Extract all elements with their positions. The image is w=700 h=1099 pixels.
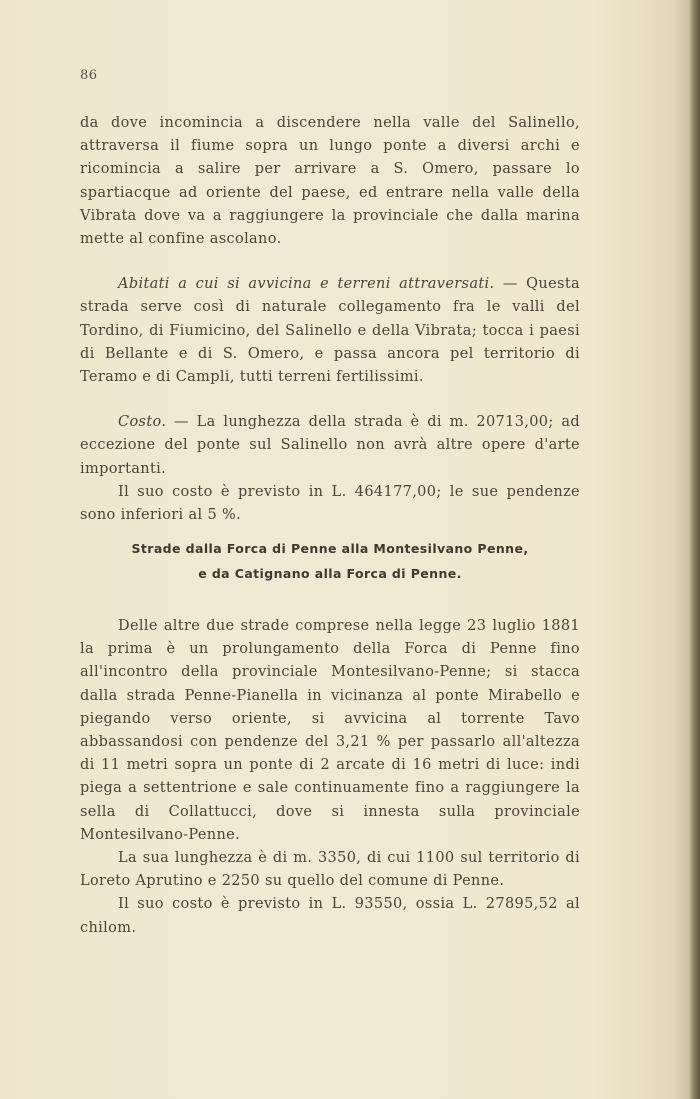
page-edge	[688, 0, 700, 1099]
paragraph-costo	[80, 411, 580, 481]
paragraph-costo-chilom: Il suo costo è previsto in L. 93550, ossia L. 27895,52 al chilom.	[80, 896, 580, 936]
paragraph-abitati-body: — Questa strada serve così di naturale collegamento fra le valli del Tordino, di Fiumicino, del Salinello e della Vibrata; tocca i paesi di Bellante e di S. Omero, e passa ancora pel territorio di Teramo e di Campli, tutti terreni fertilissimi.	[80, 276, 580, 386]
paragraph-abitati-title: Abitati a cui si avvicina e terreni attraversati.	[118, 276, 495, 293]
section-heading-line2: e da Catignano alla Forca di Penne.	[198, 566, 462, 581]
paragraph-continuation: da dove incomincia a discendere nella valle del Salinello, attraversa il fiume sopra un lungo ponte a diversi archi e ricomincia a salire per arrivare a S. Omero, passare lo spartiacque ad oriente del paese, ed entrare nella valle della Vibrata dove va a raggiungere la provinciale che dalla marina mette al confine ascolano.	[80, 115, 580, 248]
text-block-lower	[80, 615, 580, 940]
paragraph-lunghezza: La sua lunghezza è di m. 3350, di cui 1100 sul territorio di Loreto Aprutino e 2250 su quello del comune di Penne.	[80, 850, 580, 890]
section-heading-line1: Strade dalla Forca di Penne alla Montesilvano Penne,	[131, 541, 529, 556]
paragraph-costo-title: Costo.	[118, 414, 167, 431]
page-number: 86	[80, 68, 98, 83]
paragraph-strade: Delle altre due strade comprese nella legge 23 luglio 1881 la prima è un prolungamento della Forca di Penne fino all'incontro della provinciale Montesilvano-Penne; si stacca dalla strada Penne-Pianella in vicinanza al ponte Mirabello e piegando verso oriente, si avvicina al torrente Tavo abbassandosi con pendenze del 3,21 % per passarlo all'altezza di 11 metri sopra un ponte di 2 arcate di 16 metri di luce: indi piega a settentrione e sale continuamente fino a raggiungere la sella di Collattucci, dove si innesta sulla provinciale Montesilvano-Penne.	[80, 618, 580, 843]
paragraph-abitati	[80, 273, 580, 389]
text-block-upper	[80, 112, 580, 527]
paragraph-costo-previsto: Il suo costo è previsto in L. 464177,00; le sue pendenze sono inferiori al 5 %.	[80, 483, 580, 524]
paragraph-costo-body: — La lunghezza della strada è di m. 20713,00; ad eccezione del ponte sul Salinello non avrà altre opere d'arte importanti.	[80, 414, 580, 477]
section-heading	[80, 536, 580, 586]
